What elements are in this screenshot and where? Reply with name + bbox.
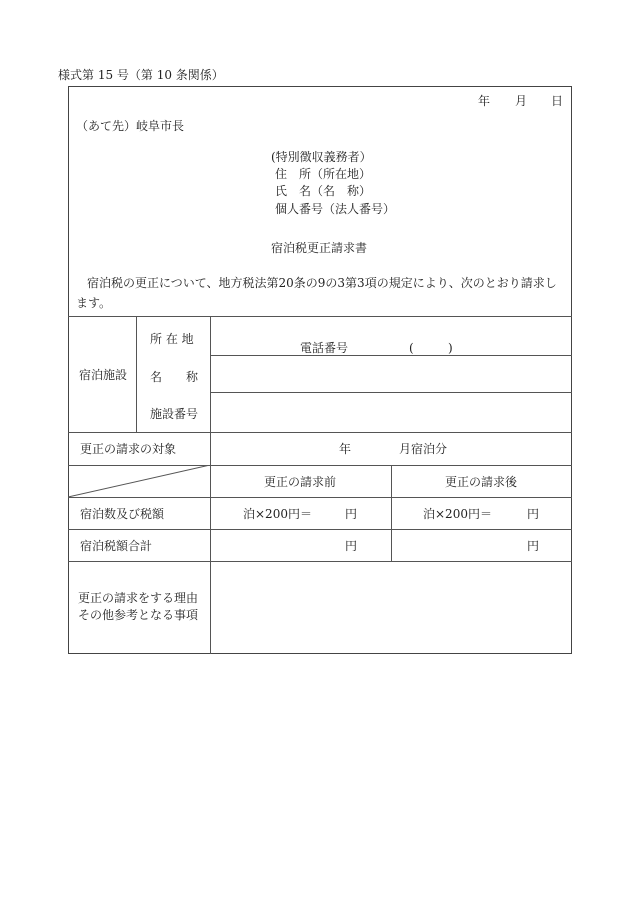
obligor-personal-number-label: 個人番号（法人番号）: [275, 202, 396, 216]
total-yen-before: 円: [345, 539, 358, 553]
yen-after: 円: [527, 507, 540, 521]
phone-paren-open: (: [409, 341, 414, 355]
count-tax-label: 宿泊数及び税額: [80, 507, 165, 521]
total-yen-after: 円: [527, 539, 540, 553]
date-year-label: 年: [478, 94, 491, 108]
yen-before: 円: [345, 507, 358, 521]
table-line-facility-bottom: [68, 432, 572, 433]
obligor-address-label: 住 所（所在地）: [275, 167, 372, 181]
phone-label: 電話番号: [300, 341, 349, 355]
form-number: 様式第 15 号（第 10 条関係）: [58, 68, 224, 82]
reason-label-line-1: 更正の請求をする理由: [78, 591, 199, 605]
date-day-label: 日: [551, 94, 564, 108]
target-label: 更正の請求の対象: [80, 442, 177, 456]
table-vline-facility: [136, 316, 137, 432]
total-label: 宿泊税額合計: [80, 539, 153, 553]
phone-paren-close: ): [448, 341, 453, 355]
obligor-name-label: 氏 名（名 称）: [275, 184, 372, 198]
date-month-label: 月: [515, 94, 528, 108]
rate-after: 泊×200円＝: [423, 507, 492, 521]
table-line-name-bottom: [210, 392, 572, 393]
table-line-count-bottom: [68, 529, 572, 530]
addressee: （あて先）岐阜市長: [76, 119, 185, 133]
obligor-heading: (特別徴収義務者）: [271, 150, 372, 164]
facility-number-label: 施設番号: [150, 407, 199, 421]
target-month-label: 月宿泊分: [399, 442, 448, 456]
document-title: 宿泊税更正請求書: [271, 241, 368, 255]
table-line-location-bottom: [210, 355, 572, 356]
before-header: 更正の請求前: [264, 475, 337, 489]
body-text-line-1: 宿泊税の更正について、地方税法第20条の9の3第3項の規定により、次のとおり請求し: [87, 276, 557, 290]
facility-name-label: 名 称: [150, 370, 199, 384]
table-vline-before-after: [391, 465, 392, 561]
rate-before: 泊×200円＝: [243, 507, 312, 521]
header-diagonal-line: [68, 465, 211, 498]
table-top-border: [68, 316, 572, 317]
after-header: 更正の請求後: [445, 475, 518, 489]
target-year-label: 年: [339, 442, 352, 456]
facility-label: 宿泊施設: [79, 368, 128, 382]
reason-label-line-2: その他参考となる事項: [78, 608, 199, 622]
body-text-line-2: ます。: [76, 296, 112, 310]
location-label: 所 在 地: [150, 332, 194, 346]
table-line-total-bottom: [68, 561, 572, 562]
